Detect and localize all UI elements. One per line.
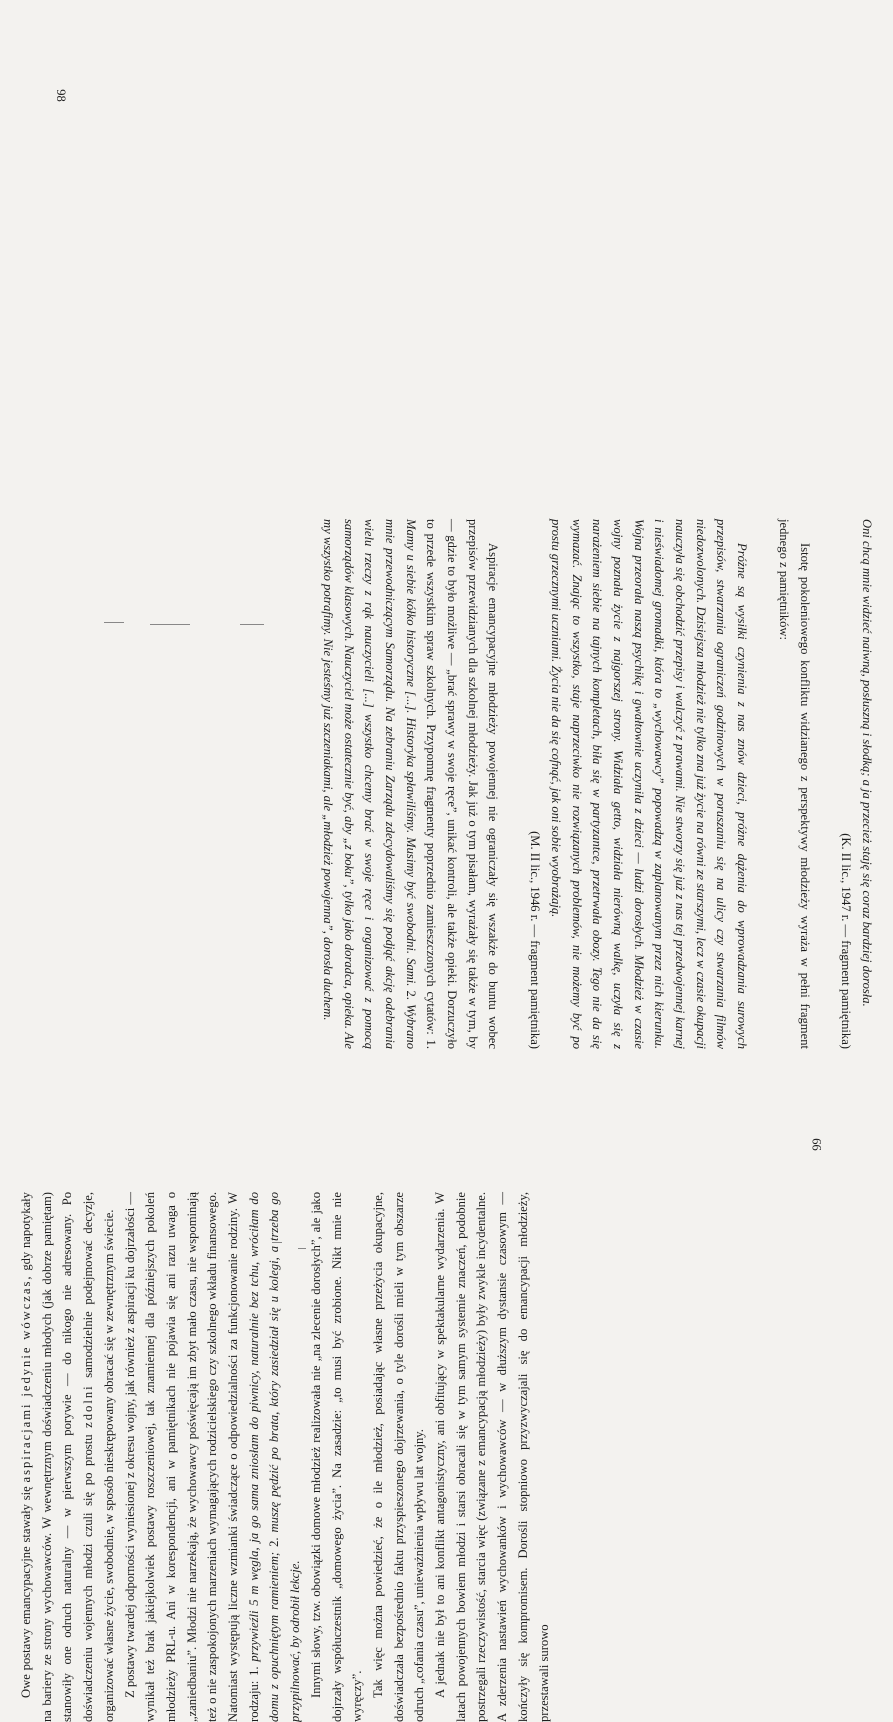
paragraph-obowiazki: Innymi słowy, tzw. obowiązki domowe młodzież realizowała nie „na zlecenie dorosłych”, ale jako dojrzały współuczestnik „domowego życia”. Na zasadzie: „to musi być zrobione. Nikt mnie nie wyręczy”. [308, 1192, 365, 1722]
scan-artifact [240, 624, 264, 625]
citation-1: (K. II lic., 1947 r. — fragment pamiętnika) [839, 833, 854, 1049]
paragraph-dojrzewanie: Tak więc można powiedzieć, że o ile młodzież, posiadając własne przeżycia okupacyjne, doświadczała bezpośrednio faktu przyspieszonego dojrzewania, o tyle dorośli mieli w tym obszarze odruch „cofania czasu”, unieważnienia wpływu lat wojny. [370, 1192, 427, 1722]
text-run: gdy napotykały na bariery ze strony wychowawców. W wewnętrznym doświadczeniu młodych (jak dobrze pamiętam) stanowiły one odruch naturalny — w pierwszym porywie — do nikogo nie adresowany. Po doświadczeniu wojennych młodzi czuli się po prostu [19, 1192, 96, 1722]
page-98 [17, 519, 877, 1049]
paragraph-postawy [16, 1192, 120, 1722]
text-run: 2. [267, 1537, 282, 1547]
text-run: Z postawy twardej odporności wyniesionej z okresu wojny, jak również z aspiracji ku dojrzałości — wynikał też brak jakiejkolwiek postawy roszczeniowej, tak znamiennej dla późniejszych pokoleń młodzieży PRL-u. Ani w korespondencji, ani w pamiętnikach nie pojawia się ani razu uwaga o „zaniedbaniu”. Młodzi nie narzekają, że wychowawcy poświęcają im zbyt mało czasu, nie wspominają też o nie zaspokojonych marzeniach wymagających rodzicielskiego czy szkolnego wkładu finansowego. Natomiast występują liczne wzmianki świadczące o odpowiedzialności za funkcjonowanie rodziny. W rodzaju: 1. [122, 1192, 261, 1722]
paragraph-konflikt: A jednak nie był to ani konflikt antagonistyczny, ani obfitujący w spektakularne wydarzenia. W latach powojennych bowiem młodzi i starsi obracali się w tym samym systemie znaczeń, podobnie postrzegali rzeczywistość, starcia więc (związane z emancypacją młodzieży) były zwykle incydentalne. A zderzenia nastawień wychowanków i wychowawców — w dłuższym dystansie czasowym — kończyły się kompromisem. Dorośli stopniowo przyzwyczajali się do emancypacji młodzieży, przestawali surowo [433, 1192, 551, 1722]
paragraph-intro: Istotę pokoleniowego konfliktu widzianego z perspektywy młodzieży wyraża w pełni fragment jednego z pamiętników: [776, 519, 812, 1049]
citation-2: (M. II lic., 1946 r. — fragment pamiętnika) [528, 831, 543, 1049]
text-run: samodzielnie podejmować decyzje, organizować własne życie, swobodnie, w sposób nieskrępowany obracać się w zewnętrznym świecie. [81, 1192, 116, 1722]
paragraph-odpornosc [120, 1192, 306, 1722]
text-run-italic: Wybrano mnie przewodniczącym Samorządu. Na zebraniu Zarządu zdecydowaliśmy się podjąć akcję odebrania wielu rzeczy z rąk nauczycieli [...] wszystko chcemy brać w swoje ręce i organizować z pomocą samorządów klasowych. Nauczyciel może ostatecznie być, aby „z boku”, tylko jako doradca, opieka. Ale my wszystko potrafimy. Nie jesteśmy już szczeniakami, ale „młodzież powojenna”, dorosła duchem. [320, 519, 418, 1050]
text-run: Aspiracje emancypacyjne młodzieży powojennej nie ograniczały się wszakże do buntu wobec przepisów przewidzianych dla szkolnej młodzieży. Jak już o tym pisałam, wyrażały się także w tym, by — gdzie to było możliwe — „brać sprawy w swoje ręce”, unikać kontroli, ale także opieki. Dorzuczyło to przede wszystkim spraw szkolnych. Przypomnę fragmenty poprzednio zamieszczonych cytatów: 1. [424, 519, 501, 1049]
page-number-left: 98 [53, 89, 68, 102]
text-run-spaced: zdolni [81, 1384, 96, 1428]
paragraph-aspirations [317, 519, 503, 1049]
scan-artifact [104, 622, 124, 623]
text-run-italic: Mamy u siebie kółko historyczne [...]. Historyka spławiliśmy. Musimy być swobodni. Sami. [403, 519, 418, 987]
scan-artifact [150, 624, 190, 625]
quote-opening: Oni chcą mnie widzieć naiwną, posłuszną i słodką; a ja przecież staję się coraz bardziej dorosła. [860, 519, 874, 1007]
text-run-italic: muszę pędzić po brata, który zasiedział się u kolegi, a trzeba go przypilnować, by odrobił lekcje. [267, 1192, 303, 1722]
text-run: Owe postawy emancypacyjne stawały się [19, 1486, 33, 1698]
page-number-right: 99 [809, 1138, 824, 1151]
text-run-spaced: aspiracjami jedynie wówczas, [19, 1274, 33, 1483]
page-99 [16, 1192, 876, 1722]
quote-diary: Próżne są wysiłki czynienia z nas znów dzieci, próżne dążenia do wprowadzania surowych przepisów, stwarzania ograniczeń godzinowych w poruszaniu się na ulicy czy stwarzania filmów niedozwolonych. Dzisiejsza młodzież nie tylko zna już życie na równi ze starszymi, lecz w czasie okupacji nauczyła się obchodzić przepisy i walczyć z prawami. Nie stworzy się już z nas tej przedwojennej karnej i nieświadomej gromadki, która to „wychowawcy” popowadzą w zaplanowanym przez nich kierunku. Wojna przeorała naszą psychikę i gwałtownie uczyniła z dzieci — ludzi dorosłych. Młodzież w czasie wojny poznała życie z najgorszej strony. Widziała getto, widziała nierówną walkę, uczyła się z narażeniem siebie na tajnych kompletach, biła się w partyzantce, przetrwała obozy. Tego nie da się wymazać. Znając to wszystko, staje naprzeciwko nie rozwiązanych problemów, nie możemy być po prostu grzecznymi uczniami. Życia nie da się cofnąć, jak oni sobie wyobrażają. [548, 519, 750, 1049]
text-run-italic: przywieźli 5 m węgla, ja go sama zniosłam do piwnicy, naturalnie bez tchu, wróciłam do domu z opuchniętym ramieniem; [246, 1192, 282, 1722]
text-run: 2. [403, 990, 418, 1000]
